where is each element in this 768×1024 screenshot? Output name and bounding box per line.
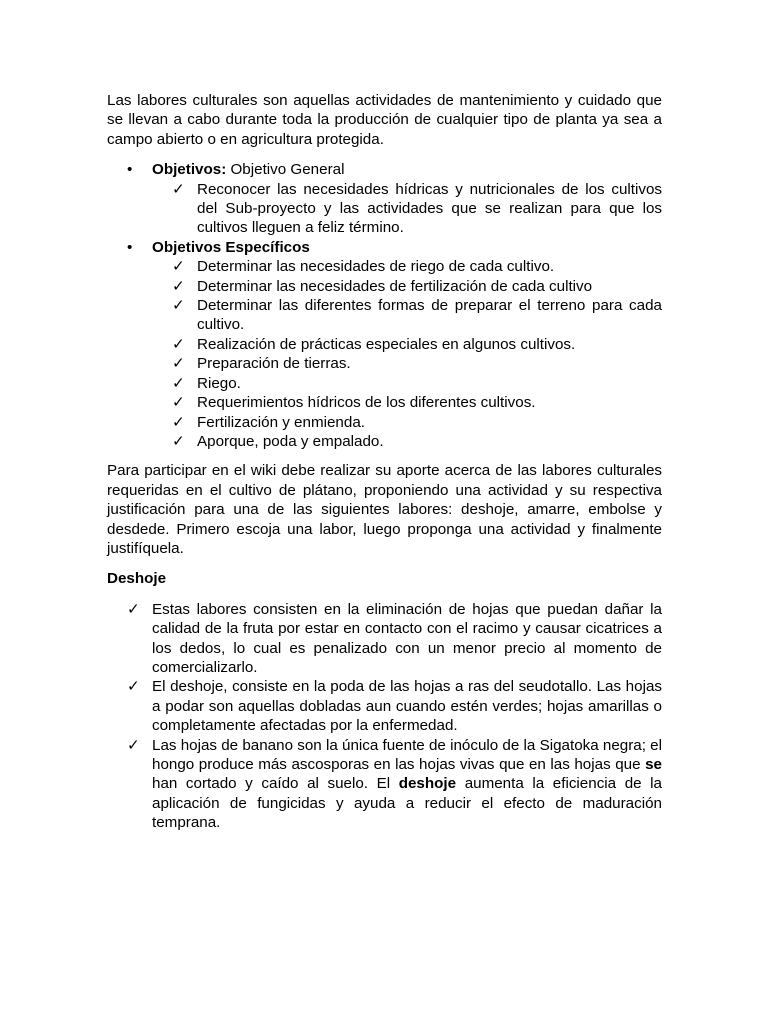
bullet-icon: •: [127, 161, 133, 179]
checklist-item: ✓ Preparación de tierras.: [172, 355, 351, 373]
deshoje-list: [107, 600, 662, 833]
objectives-general-label: Objetivos:: [152, 161, 227, 179]
checkmark-icon: ✓: [172, 297, 185, 315]
bullet-icon: •: [127, 238, 133, 256]
objectives-general-item: [107, 160, 662, 238]
instructions-paragraph: Para participar en el wiki debe realizar su aporte acerca de las labores culturales requeridas en el cultivo de plátano, proponiendo una actividad y su respectiva justificación para una de las siguientes labores: deshoje, amarre, embolse y desdede. Primero escoja una labor, luego proponga una actividad y finalmente justifíquela.: [107, 462, 662, 557]
general-checklist: [152, 180, 662, 238]
checkmark-icon: ✓: [127, 600, 140, 618]
checkmark-icon: ✓: [172, 277, 185, 295]
objectives-general-text: Objetivo General: [226, 161, 345, 179]
checklist-item: ✓ Determinar las diferentes formas de preparar el terreno para cada cultivo.: [172, 297, 662, 334]
objectives-list: [107, 160, 662, 451]
checklist-item: ✓ Realización de prácticas especiales en algunos cultivos.: [172, 335, 576, 353]
checkmark-icon: ✓: [172, 374, 185, 392]
deshoje-item: ✓ El deshoje, consiste en la poda de las hojas a ras del seudotallo. Las hojas a podar son aquellas dobladas aun cuando estén verdes; hojas amarillas o completamente afectadas por la enfermedad.: [127, 678, 662, 735]
document-content: [107, 91, 662, 833]
checkmark-icon: ✓: [127, 736, 140, 754]
checkmark-icon: ✓: [172, 335, 185, 353]
checkmark-icon: ✓: [172, 432, 185, 450]
deshoje-item: ✓ Estas labores consisten en la eliminación de hojas que puedan dañar la calidad de la fruta por estar en contacto con el racimo y causar cicatrices a los dedos, lo cual es penalizado con un menor precio al momento de comercializarlo.: [127, 600, 662, 676]
checklist-item: ✓ Requerimientos hídricos de los diferentes cultivos.: [172, 394, 536, 412]
specific-checklist: [152, 257, 662, 451]
checklist-item: ✓ Determinar las necesidades de riego de cada cultivo.: [172, 258, 555, 276]
checkmark-icon: ✓: [172, 394, 185, 412]
checkmark-icon: ✓: [172, 258, 185, 276]
checkmark-icon: ✓: [172, 180, 185, 198]
checklist-item: ✓ Reconocer las necesidades hídricas y nutricionales de los cultivos del Sub-proyecto y las actividades que se realizan para que los cultivos lleguen a feliz término.: [172, 180, 662, 237]
checklist-item: ✓ Determinar las necesidades de fertilización de cada cultivo: [172, 277, 593, 295]
checklist-item: ✓ Aporque, poda y empalado.: [172, 432, 384, 450]
deshoje-item: ✓ Las hojas de banano son la única fuente de inóculo de la Sigatoka negra; el hongo produce más ascosporas en las hojas vivas que en las hojas que se han cortado y caído al suelo. El deshoje aumenta la eficiencia de la aplicación de fungicidas y ayuda a reducir el efecto de maduración temprana.: [127, 736, 663, 832]
checklist-item: ✓ Riego.: [172, 374, 241, 392]
objectives-specific-label: Objetivos Específicos: [152, 238, 310, 256]
checklist-item: ✓ Fertilización y enmienda.: [172, 413, 365, 431]
checkmark-icon: ✓: [172, 355, 185, 373]
checkmark-icon: ✓: [127, 678, 140, 696]
deshoje-heading: Deshoje: [107, 570, 167, 588]
objectives-specific-item: [107, 238, 662, 451]
intro-paragraph: Las labores culturales son aquellas actividades de mantenimiento y cuidado que se llevan a cabo durante toda la producción de cualquier tipo de planta ya sea a campo abierto o en agricultura protegida.: [107, 92, 662, 148]
checkmark-icon: ✓: [172, 413, 185, 431]
